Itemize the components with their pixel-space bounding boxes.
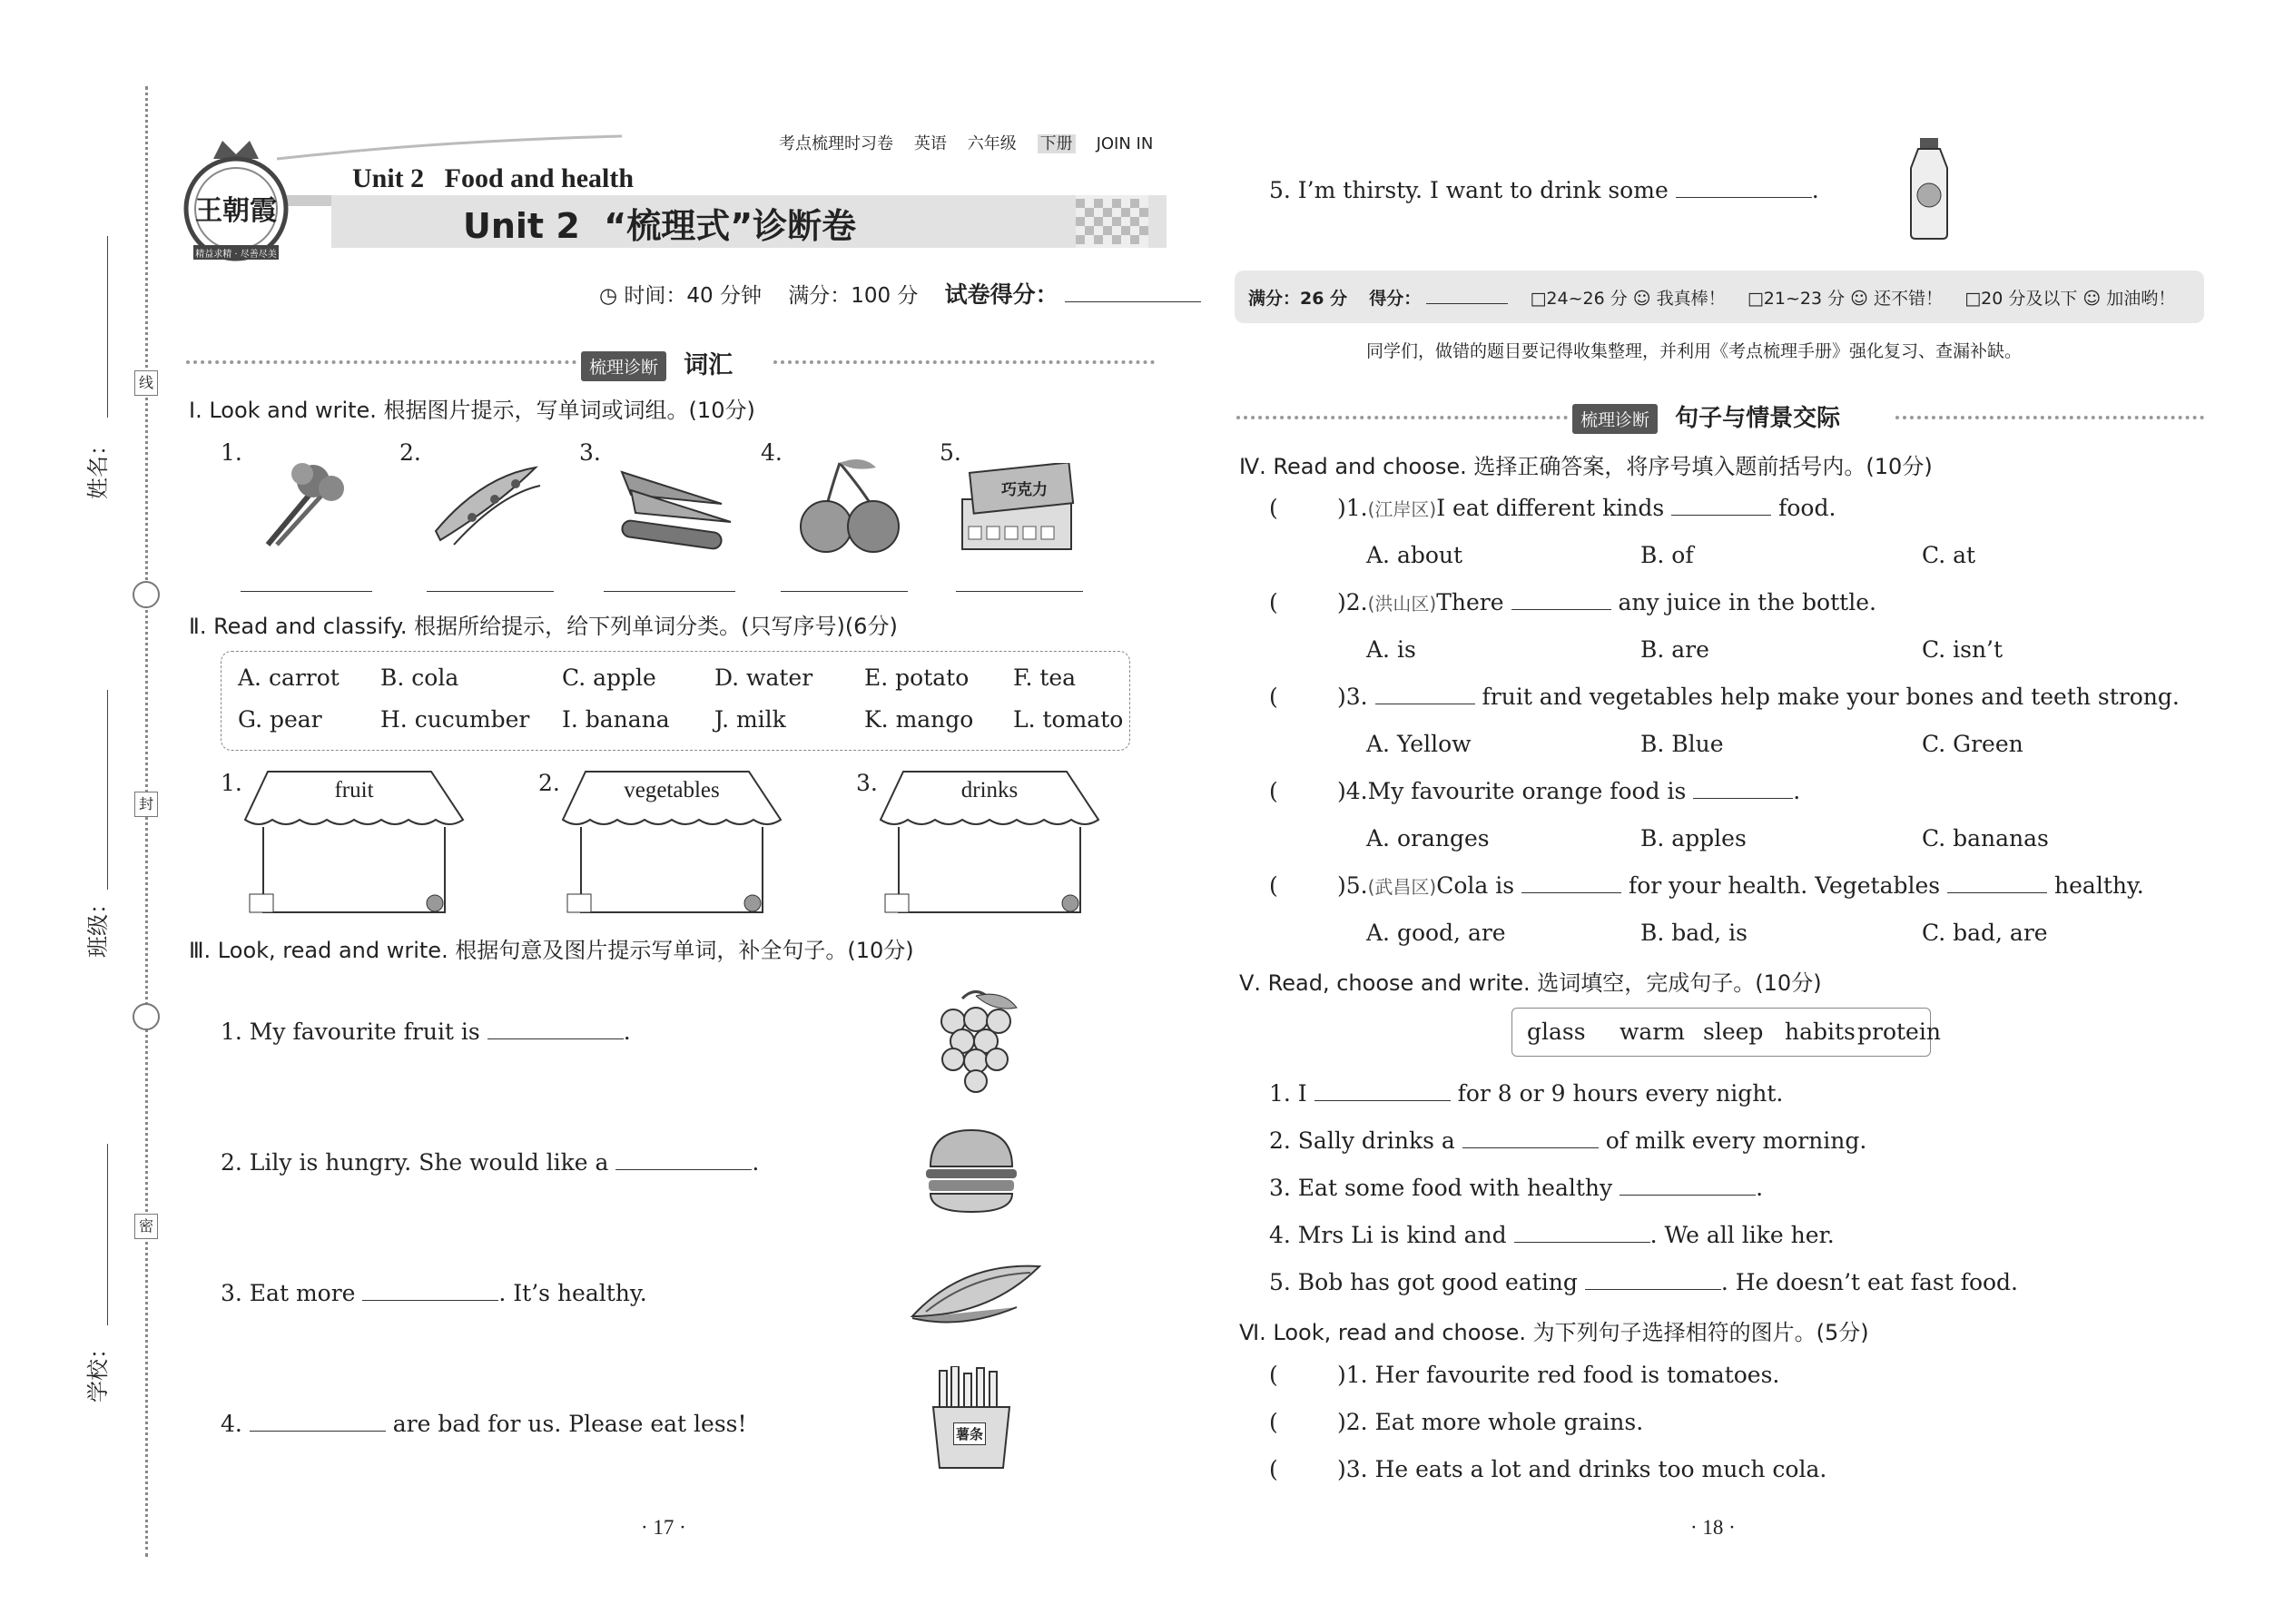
score-option-3[interactable]: □20 分及以下 — [1964, 289, 2078, 309]
school-label: 学校： — [85, 1337, 111, 1403]
fries-icon — [926, 1366, 1017, 1471]
q4-text-a: My favourite orange food is — [1367, 778, 1687, 804]
word-e: E. potato — [864, 664, 970, 691]
unit-subtitle: Unit 2 Food and health — [352, 163, 635, 193]
q3-sentence-2 — [221, 1149, 759, 1176]
word-f: F. tea — [1013, 664, 1077, 691]
grade: 六年级 — [967, 134, 1017, 153]
fries-label: 薯条 — [953, 1422, 986, 1445]
q4-text-b: for your health. Vegetables — [1628, 872, 1941, 899]
exam-meta — [599, 277, 1201, 310]
q6-item-2 — [1269, 1409, 1643, 1435]
word-bank-sleep: sleep — [1703, 1019, 1764, 1045]
got-score-field[interactable] — [1426, 302, 1508, 304]
q3-s2-text: 2. Lily is hungry. She would like a — [221, 1149, 609, 1176]
score-option-3-text: 加油哟！ — [2106, 289, 2176, 309]
q3-s1-text: 1. My favourite fruit is — [221, 1019, 480, 1045]
q4-blank[interactable] — [1375, 703, 1475, 704]
answer-paren[interactable]: ( — [1269, 1456, 1278, 1482]
q6-text: )1. Her favourite red food is tomatoes. — [1337, 1362, 1780, 1388]
q4-item-5 — [1269, 872, 2144, 899]
grapes-icon — [926, 985, 1026, 1098]
answer-paren[interactable]: ( — [1269, 684, 1278, 710]
binding-ornament-2 — [133, 1003, 160, 1030]
q5-s3-blank[interactable] — [1620, 1194, 1756, 1196]
answer-paren[interactable]: ( — [1269, 1409, 1278, 1435]
q1-answer-4[interactable] — [781, 590, 908, 592]
q3-s3-text: 3. Eat more — [221, 1280, 356, 1306]
q4-4-option-a[interactable]: A. oranges — [1366, 825, 1490, 851]
house-fruit[interactable] — [218, 767, 477, 921]
word-bank-protein: protein — [1857, 1019, 1941, 1045]
section-divider-left-a — [186, 360, 576, 364]
score-bar — [1235, 271, 2204, 323]
q4-num: )1. — [1337, 495, 1368, 521]
q4-3-option-a[interactable]: A. Yellow — [1366, 731, 1472, 757]
q1-num-5: 5. — [940, 439, 961, 466]
word-box — [221, 651, 1130, 751]
district-tag: (江岸区) — [1367, 498, 1437, 520]
house-label: drinks — [960, 778, 1019, 802]
word-bank — [1511, 1008, 1941, 1057]
carrots-and-cucumber-icon — [604, 454, 735, 554]
q4-title: Ⅳ. Read and choose. 选择正确答案，将序号填入题前括号内。(10分) — [1239, 454, 1933, 479]
q4-text-c: healthy. — [2054, 872, 2144, 899]
section-divider-right-a — [1236, 416, 1568, 419]
q5-sentence-5 — [1269, 1269, 2018, 1295]
page-title: Unit 2 “梳理式”诊断卷 — [463, 206, 857, 246]
word-a: A. carrot — [238, 664, 340, 691]
q5-s3-b: . — [1756, 1175, 1764, 1201]
q3-s4-text: are bad for us. Please eat less! — [392, 1411, 747, 1437]
q3-sentence-1 — [221, 1019, 631, 1045]
q3-s2-end: . — [752, 1149, 760, 1176]
answer-paren[interactable]: ( — [1269, 778, 1278, 804]
corn-icon — [908, 1253, 1044, 1334]
binding-mark-secret: 密 — [134, 1214, 158, 1239]
q4-item-3 — [1269, 684, 2180, 710]
term: 下册 — [1038, 134, 1076, 153]
q6-item-3 — [1269, 1456, 1826, 1482]
score-option-2-text: 还不错！ — [1874, 289, 1944, 309]
q4-item-2 — [1269, 589, 1876, 615]
q3-s1-blank[interactable] — [487, 1038, 624, 1039]
page-number-right: · 18 · — [1690, 1516, 1736, 1539]
q3-s4-num: 4. — [221, 1411, 242, 1437]
chocolate-picture — [958, 463, 1076, 554]
q6-title: Ⅵ. Look, read and choose. 为下列句子选择相符的图片。(5分) — [1239, 1320, 1869, 1345]
binding-mark-seal: 封 — [134, 792, 158, 817]
section-divider-right-b — [1895, 416, 2204, 419]
subject: 英语 — [913, 134, 947, 153]
section-divider-left-b — [773, 360, 1155, 364]
q3-s3-end: . It’s healthy. — [498, 1280, 647, 1306]
q4-blank-1[interactable] — [1521, 891, 1621, 893]
page-number-left: · 17 · — [641, 1516, 686, 1539]
q4-2-option-a[interactable]: A. is — [1366, 636, 1416, 663]
q3-s3-blank[interactable] — [362, 1299, 498, 1301]
series-name: 考点梳理时习卷 — [779, 134, 893, 153]
q4-item-1 — [1269, 495, 1836, 521]
house-label: vegetables — [624, 778, 720, 802]
q5-s4-blank[interactable] — [1514, 1241, 1650, 1243]
name-label: 姓名： — [85, 434, 111, 499]
q5-sentence-1 — [1269, 1080, 1783, 1107]
q1-answer-2[interactable] — [427, 590, 554, 592]
house-label: fruit — [334, 778, 374, 802]
score-label: 试卷得分： — [944, 281, 1058, 308]
logo-text: 王朝霞 — [195, 196, 277, 226]
score-option-1-text: 我真棒！ — [1656, 289, 1726, 309]
q4-num: )5. — [1337, 872, 1368, 899]
time-and-score: ◷ 时间：40 分钟 满分：100 分 — [599, 284, 919, 308]
word-bank-glass: glass — [1527, 1019, 1586, 1045]
review-tip: 同学们，做错的题目要记得收集整理，并利用《考点梳理手册》强化复习、查漏补缺。 — [1366, 342, 2023, 361]
q5-sentence-4 — [1269, 1222, 1835, 1248]
answer-paren[interactable]: ( — [1269, 872, 1278, 899]
word-j: J. milk — [714, 706, 786, 733]
publisher-logo — [177, 132, 295, 268]
q4-text-b: . — [1793, 778, 1801, 804]
q3-s4-blank[interactable] — [250, 1430, 386, 1432]
r-top-q5-end: . — [1811, 177, 1819, 203]
chocolate-label: 巧克力 — [1001, 481, 1048, 499]
word-l: L. tomato — [1013, 706, 1124, 733]
q4-1-option-c[interactable]: C. at — [1922, 542, 1976, 568]
q5-s3-a: 3. Eat some food with healthy — [1269, 1175, 1613, 1201]
score-option-1[interactable]: □24~26 分 — [1530, 289, 1628, 309]
q4-5-option-c[interactable]: C. bad, are — [1922, 920, 2048, 946]
q3-sentence-4 — [221, 1411, 747, 1437]
word-bank-habits: habits — [1785, 1019, 1856, 1045]
binding-line-school — [107, 1144, 108, 1325]
q4-3-option-b[interactable]: B. Blue — [1640, 731, 1724, 757]
edition: JOIN IN — [1096, 134, 1154, 153]
binding-line-name — [107, 236, 108, 418]
house-num: 1. — [221, 770, 242, 796]
beans-icon — [427, 458, 545, 549]
q4-5-option-b[interactable]: B. bad, is — [1640, 920, 1748, 946]
q5-sentence-3 — [1269, 1175, 1763, 1201]
q5-s1-a: 1. I — [1269, 1080, 1307, 1107]
cheer-icon: ☺ — [2082, 289, 2102, 309]
house-num: 3. — [856, 770, 878, 796]
word-d: D. water — [714, 664, 813, 691]
q1-num-2: 2. — [399, 439, 421, 466]
answer-paren[interactable]: ( — [1269, 589, 1278, 615]
binding-line-class — [107, 690, 108, 890]
house-drinks[interactable] — [853, 767, 1112, 921]
word-bank-warm: warm — [1620, 1019, 1685, 1045]
answer-paren[interactable]: ( — [1269, 1362, 1278, 1388]
q5-s1-b: for 8 or 9 hours every night. — [1457, 1080, 1784, 1107]
q4-num: )4. — [1337, 778, 1368, 804]
q5-s4-b: . We all like her. — [1649, 1222, 1835, 1248]
q4-3-option-c[interactable]: C. Green — [1922, 731, 2023, 757]
smile-icon: ☺ — [1850, 289, 1868, 309]
binding-mark-line: 线 — [134, 370, 158, 396]
smile-icon: ☺ — [1632, 289, 1651, 309]
q4-text-b: any juice in the bottle. — [1618, 589, 1876, 615]
q5-title: Ⅴ. Read, choose and write. 选词填空，完成句子。(10分) — [1239, 970, 1822, 996]
q6-item-1 — [1269, 1362, 1779, 1388]
q4-text-a: I eat different kinds — [1436, 495, 1665, 521]
q1-title: Ⅰ. Look and write. 根据图片提示，写单词或词组。(10分) — [189, 398, 755, 423]
q4-1-option-a[interactable]: A. about — [1366, 542, 1463, 568]
district-tag: (武昌区) — [1367, 876, 1437, 898]
section-title-sentences: 句子与情景交际 — [1675, 405, 1841, 432]
section-title-vocab: 词汇 — [684, 351, 733, 379]
q1-answer-1[interactable] — [241, 590, 372, 592]
q3-s2-blank[interactable] — [615, 1168, 752, 1170]
section-header-vocab — [581, 345, 733, 381]
q3-s1-end: . — [623, 1019, 631, 1045]
q4-text-a: There — [1436, 589, 1504, 615]
word-b: B. cola — [380, 664, 459, 691]
score-field[interactable] — [1065, 300, 1201, 302]
q3-title: Ⅲ. Look, read and write. 根据句意及图片提示写单词，补全句子。(10分) — [189, 938, 914, 963]
q4-num: )3. — [1337, 684, 1368, 710]
q3-sentence-3 — [221, 1280, 647, 1306]
q4-text-b: fruit and vegetables help make your bones and teeth strong. — [1482, 684, 2180, 710]
q4-blank-2[interactable] — [1947, 891, 2047, 893]
got-score-label: 得分： — [1369, 289, 1422, 309]
section-pill: 梳理诊断 — [1572, 404, 1658, 434]
q1-num-4: 4. — [761, 439, 783, 466]
r-top-q5-blank[interactable] — [1676, 196, 1812, 198]
q4-text-b: food. — [1778, 495, 1836, 521]
binding-dotted-line — [145, 86, 148, 1557]
score-bar-content — [1248, 285, 2175, 310]
q4-4-option-b[interactable]: B. apples — [1640, 825, 1747, 851]
q1-num-3: 3. — [579, 439, 601, 466]
q4-text-a: Cola is — [1436, 872, 1515, 899]
house-num: 2. — [538, 770, 560, 796]
q4-num: )2. — [1337, 589, 1368, 615]
r-top-q5-text: 5. I’m thirsty. I want to drink some — [1269, 177, 1669, 203]
q4-blank[interactable] — [1511, 608, 1611, 610]
word-k: K. mango — [864, 706, 974, 733]
word-h: H. cucumber — [380, 706, 530, 733]
q6-text: )2. Eat more whole grains. — [1337, 1409, 1644, 1435]
cherries-icon — [790, 454, 908, 554]
q4-2-option-c[interactable]: C. isn’t — [1922, 636, 2004, 663]
q1-num-1: 1. — [221, 439, 242, 466]
logo-motto: 精益求精 · 尽善尽美 — [195, 250, 277, 260]
word-i: I. banana — [562, 706, 670, 733]
hamburger-icon — [921, 1126, 1021, 1216]
fries-picture — [926, 1366, 1017, 1471]
q4-2-option-b[interactable]: B. are — [1640, 636, 1709, 663]
q5-s2-a: 2. Sally drinks a — [1269, 1127, 1455, 1154]
q4-blank[interactable] — [1671, 514, 1771, 516]
celery-icon — [250, 454, 368, 554]
q5-s1-blank[interactable] — [1314, 1099, 1451, 1101]
class-label: 班级： — [85, 892, 111, 958]
house-vegetables[interactable] — [536, 767, 794, 921]
q1-answer-5[interactable] — [956, 590, 1083, 592]
section-pill: 梳理诊断 — [581, 351, 666, 381]
district-tag: (洪山区) — [1367, 593, 1437, 615]
q5-s5-b: . He doesn’t eat fast food. — [1720, 1269, 2018, 1295]
r-top-q5 — [1269, 177, 1819, 203]
full-score: 满分：26 分 — [1248, 289, 1348, 309]
word-c: C. apple — [562, 664, 656, 691]
q2-title: Ⅱ. Read and classify. 根据所给提示，给下列单词分类。(只写序号)(6分) — [189, 614, 898, 639]
section-header-sentences — [1572, 399, 1840, 434]
score-option-2[interactable]: □21~23 分 — [1747, 289, 1846, 309]
q5-s5-a: 5. Bob has got good eating — [1269, 1269, 1578, 1295]
q5-s2-b: of milk every morning. — [1605, 1127, 1867, 1154]
q4-item-4 — [1269, 778, 1800, 804]
q5-s2-blank[interactable] — [1462, 1147, 1599, 1148]
word-g: G. pear — [238, 706, 322, 733]
q4-1-option-b[interactable]: B. of — [1640, 542, 1694, 568]
juice-bottle-icon — [1902, 136, 1956, 241]
answer-paren[interactable]: ( — [1269, 495, 1278, 521]
q4-5-option-a[interactable]: A. good, are — [1366, 920, 1506, 946]
q5-s4-a: 4. Mrs Li is kind and — [1269, 1222, 1507, 1248]
q4-blank[interactable] — [1693, 797, 1793, 799]
q5-s5-blank[interactable] — [1585, 1288, 1721, 1290]
q1-answer-3[interactable] — [604, 590, 735, 592]
binding-ornament-1 — [133, 581, 160, 608]
q6-text: )3. He eats a lot and drinks too much cola. — [1337, 1456, 1827, 1482]
q4-4-option-c[interactable]: C. bananas — [1922, 825, 2049, 851]
q5-sentence-2 — [1269, 1127, 1866, 1154]
